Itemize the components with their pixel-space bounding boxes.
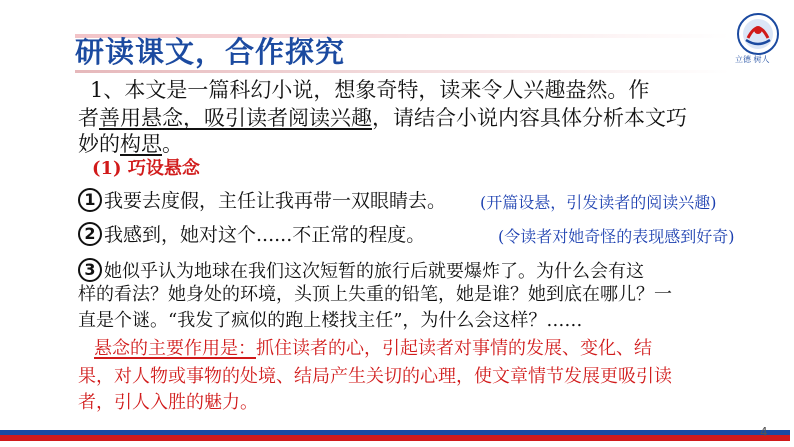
summary-line-3: 者，引人入胜的魅力。 — [78, 392, 258, 413]
question-text: 妙的 — [78, 132, 120, 156]
slide-header — [0, 0, 794, 80]
logo-caption: 立德 树人 — [735, 55, 770, 64]
item-3-line-1 — [78, 258, 644, 282]
summary-text: 抓住读者的心，引起读者对事情的发展、变化、结 — [256, 338, 652, 359]
footer-stripe-red — [0, 435, 790, 441]
question-text: ，请结合小说内容具体分析本文巧 — [372, 106, 687, 130]
item-2-note: (令读者对她奇怪的表现感到好奇) — [498, 227, 735, 246]
page-title: 研读课文，合作探究 — [75, 35, 346, 69]
item-text: 我要去度假，主任让我再带一双眼睛去。 — [104, 190, 447, 212]
summary-line-1 — [94, 340, 652, 358]
question-line-1: 1、本文是一篇科幻小说，想象奇特，读来令人兴趣盎然。作 — [90, 78, 650, 102]
question-line-2 — [78, 108, 687, 129]
question-text: 者 — [78, 106, 99, 130]
item-text: 她似乎认为地球在我们这次短暂的旅行后就要爆炸了。为什么会有这 — [104, 261, 644, 282]
item-1-note: (开篇设悬，引发读者的阅读兴趣) — [480, 193, 717, 212]
item-number-badge: 1 — [78, 188, 102, 212]
item-3-line-2: 样的看法？她身处的环境，头顶上失重的铅笔，她是谁？她到底在哪儿？一 — [78, 284, 672, 305]
item-number-badge: 2 — [78, 222, 102, 246]
summary-line-2: 果，对人物或事物的处境、结局产生关切的心理，使文章情节发展更吸引读 — [78, 366, 672, 387]
summary-label: 悬念的主要作用是： — [94, 338, 256, 359]
title-underline — [75, 70, 730, 73]
item-text: 我感到，她对这个......不正常的程度。 — [104, 224, 426, 246]
item-2 — [78, 222, 425, 246]
question-text: 。 — [162, 132, 183, 156]
underlined-phrase: 善用悬念，吸引读者阅读兴趣 — [99, 106, 372, 130]
question-line-3 — [78, 134, 183, 155]
section-label: (1) 巧设悬念 — [92, 158, 200, 179]
item-1 — [78, 188, 446, 212]
item-number-badge: 3 — [78, 258, 102, 282]
page-number: 4 — [760, 425, 768, 439]
underlined-phrase: 构思 — [120, 132, 162, 156]
item-3-line-3: 直是个谜。“我发了疯似的跑上楼找主任”，为什么会这样？…… — [78, 310, 583, 331]
